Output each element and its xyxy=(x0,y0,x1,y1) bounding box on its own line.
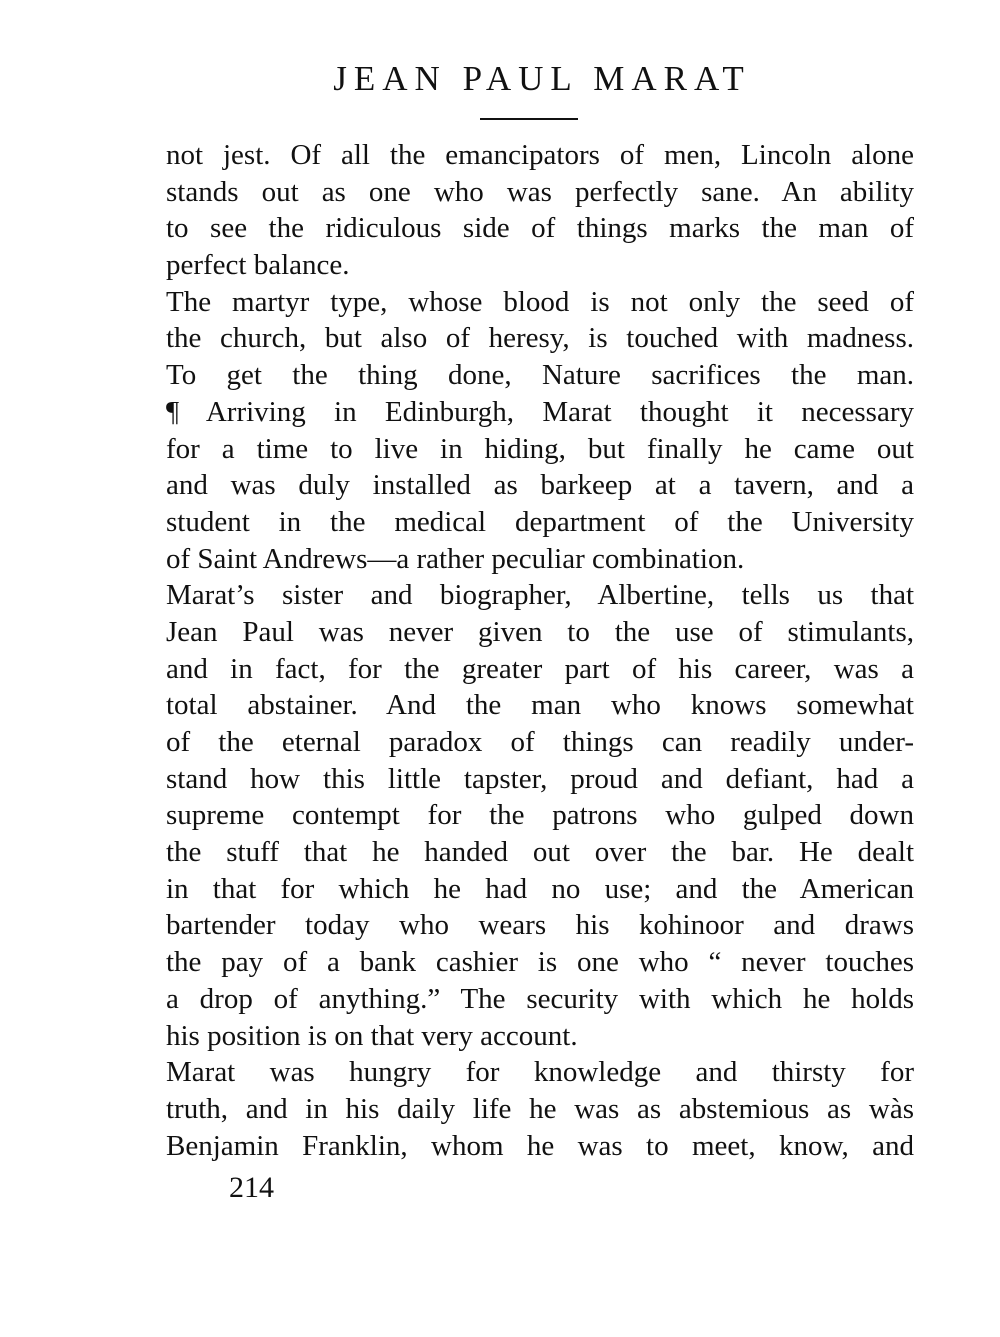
text-line: bartender today who wears his kohinoor and draws xyxy=(166,909,914,942)
text-line: student in the medical department of the University xyxy=(166,505,914,538)
text-line: the pay of a bank cashier is one who “ never touches xyxy=(166,946,914,979)
text-line: his position is on that very account. xyxy=(166,1019,578,1052)
text-line: ¶ Arriving in Edinburgh, Marat thought it necessary xyxy=(166,395,914,428)
text-line: the church, but also of heresy, is touched with madness. xyxy=(166,322,914,355)
text-line: total abstainer. And the man who knows somewhat xyxy=(166,689,914,722)
body-text xyxy=(166,137,914,1164)
text-line: the stuff that he handed out over the bar. He dealt xyxy=(166,836,914,869)
text-line: Benjamin Franklin, whom he was to meet, know, and xyxy=(166,1129,914,1162)
text-line: supreme contempt for the patrons who gulped down xyxy=(166,799,914,832)
page-number: 214 xyxy=(229,1171,274,1204)
text-line: stand how this little tapster, proud and defiant, had a xyxy=(166,762,914,795)
text-line: Marat’s sister and biographer, Albertine, tells us that xyxy=(166,579,914,612)
text-line: perfect balance. xyxy=(166,249,350,282)
text-line: To get the thing done, Nature sacrifices the man. xyxy=(166,359,914,392)
text-line: to see the ridiculous side of things marks the man of xyxy=(166,212,914,245)
text-line: The martyr type, whose blood is not only the seed of xyxy=(166,285,914,318)
text-line: for a time to live in hiding, but finally he came out xyxy=(166,432,914,465)
text-line: of Saint Andrews—a rather peculiar combination. xyxy=(166,542,745,575)
text-line: Jean Paul was never given to the use of stimulants, xyxy=(166,615,914,648)
text-line: truth, and in his daily life he was as abstemious as wàs xyxy=(166,1092,914,1125)
text-line: and in fact, for the greater part of his career, was a xyxy=(166,652,914,685)
head-rule xyxy=(480,118,578,120)
running-head: JEAN PAUL MARAT xyxy=(333,59,751,98)
text-line: a drop of anything.” The security with which he holds xyxy=(166,982,914,1015)
text-line: of the eternal paradox of things can readily under- xyxy=(166,726,914,758)
text-line: stands out as one who was perfectly sane. An ability xyxy=(166,175,914,208)
text-line: Marat was hungry for knowledge and thirsty for xyxy=(166,1056,914,1089)
text-line: in that for which he had no use; and the American xyxy=(166,872,914,905)
text-line: and was duly installed as barkeep at a tavern, and a xyxy=(166,469,914,502)
text-line: not jest. Of all the emancipators of men, Lincoln alone xyxy=(166,139,914,171)
